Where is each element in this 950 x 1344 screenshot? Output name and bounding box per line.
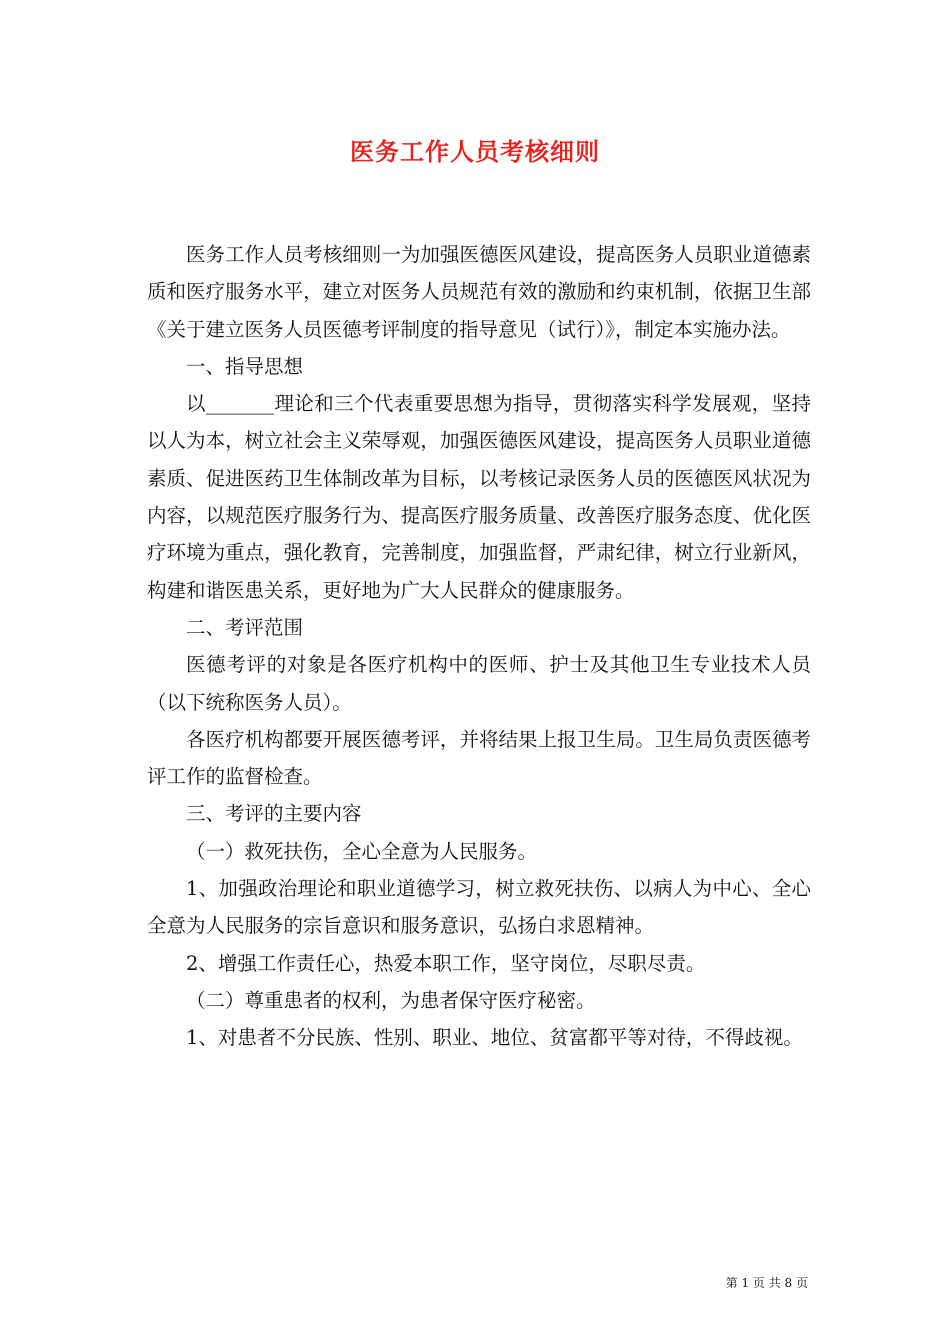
intro-paragraph: 医务工作人员考核细则一为加强医德医风建设，提高医务人员职业道德素质和医疗服务水平，建立对医务人员规范有效的激励和约束机制，依据卫生部《关于建立医务人员医德考评制度的指导意见（试行）》，制定本实施办法。: [147, 243, 811, 341]
list-item-2-1: 1、对患者不分民族、性别、职业、地位、贫富都平等对待，不得歧视。: [186, 1026, 803, 1050]
section-heading-main-content: 三、考评的主要内容: [186, 802, 362, 826]
evaluation-scope-paragraph-2: 各医疗机构都要开展医德考评，并将结果上报卫生局。卫生局负责医德考评工作的监督检查。: [147, 727, 811, 789]
evaluation-scope-paragraph-1: 医德考评的对象是各医疗机构中的医师、护士及其他卫生专业技术人员（以下统称医务人员）。: [147, 653, 811, 714]
document-body: [147, 236, 811, 1057]
document-title: 医务工作人员考核细则: [350, 137, 600, 166]
list-item-1-1: 1、加强政治理论和职业道德学习，树立救死扶伤、以病人为中心、全心全意为人民服务的宗旨意识和服务意识，弘扬白求恩精神。: [147, 877, 811, 938]
subsection-heading-2: （二）尊重患者的权利，为患者保守医疗秘密。: [186, 988, 596, 1012]
section-heading-guiding-ideology: 一、指导思想: [186, 354, 304, 378]
list-item-1-2: 2、增强工作责任心，热爱本职工作，坚守岗位，尽职尽责。: [186, 951, 706, 975]
subsection-heading-1: （一）救死扶伤，全心全意为人民服务。: [186, 839, 538, 863]
section-heading-evaluation-scope: 二、考评范围: [186, 615, 304, 639]
guiding-ideology-paragraph: 以_______理论和三个代表重要思想为指导，贯彻落实科学发展观，坚持以人为本，树立社会主义荣辱观，加强医德医风建设，提高医务人员职业道德素质、促进医药卫生体制改革为目标，以考核记录医务人员的医德医风状况为内容，以规范医疗服务行为、提高医疗服务质量、改善医疗服务态度、优化医疗环境为重点，强化教育，完善制度，加强监督，严肃纪律，树立行业新风，构建和谐医患关系，更好地为广大人民群众的健康服务。: [147, 392, 811, 602]
page-number-footer: 第 1 页 共 8 页: [725, 1276, 808, 1290]
